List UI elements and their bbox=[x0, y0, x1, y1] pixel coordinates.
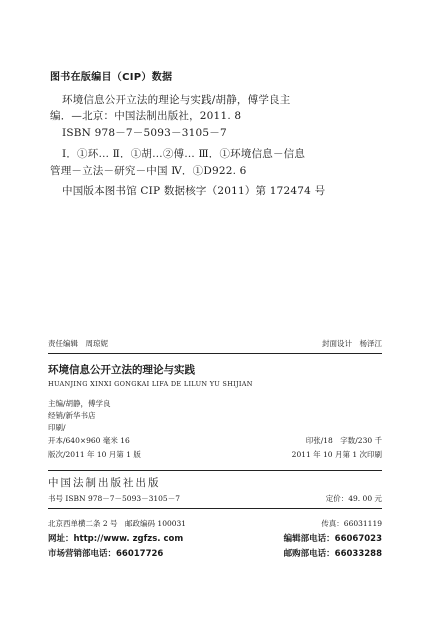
publisher-fax: 传真：66031119 bbox=[321, 519, 382, 528]
publisher-name: 中国法制出版社出版 bbox=[48, 477, 161, 489]
book-price: 定价：49. 00 元 bbox=[325, 494, 382, 503]
editor-credit: 责任编辑 周琼妮 bbox=[48, 339, 108, 348]
purchase-phone: 邮购部电话：66033288 bbox=[283, 549, 382, 559]
cip-line: 中国版本图书馆 CIP 数据核字（2011）第 172474 号 bbox=[62, 185, 326, 197]
divider bbox=[48, 470, 382, 471]
book-printer: 印刷/ bbox=[48, 423, 66, 432]
book-number: 书号 ISBN 978－7－5093－3105－7 bbox=[48, 494, 180, 503]
publisher-address: 北京西单横二条 2 号 邮政编码 100031 bbox=[48, 519, 187, 528]
book-format: 开本/640×960 毫米 16 bbox=[48, 436, 130, 445]
editorial-phone: 编辑部电话：66067023 bbox=[283, 534, 382, 544]
book-edition: 版次/2011 年 10 月第 1 版 bbox=[48, 450, 141, 459]
cip-heading: 图书在版编目（CIP）数据 bbox=[50, 72, 173, 83]
divider bbox=[48, 353, 382, 354]
divider bbox=[48, 508, 382, 509]
book-pinyin: HUANJING XINXI GONGKAI LIFA DE LILUN YU SHIJIAN bbox=[48, 380, 253, 388]
marketing-phone: 市场营销部电话：66017726 bbox=[48, 549, 164, 559]
book-title: 环境信息公开立法的理论与实践 bbox=[48, 364, 195, 376]
book-printing: 2011 年 10 月第 1 次印刷 bbox=[291, 450, 382, 459]
cip-line: 管理－立法－研究－中国 Ⅳ．①D922. 6 bbox=[50, 165, 247, 177]
book-editors: 主编/胡静，傅学良 bbox=[48, 399, 111, 408]
cip-line: ISBN 978－7－5093－3105－7 bbox=[62, 127, 227, 139]
book-distributor: 经销/新华书店 bbox=[48, 411, 96, 420]
cip-line: 环境信息公开立法的理论与实践/胡静，傅学良主 bbox=[62, 94, 291, 106]
cip-line: 编．—北京：中国法制出版社，2011. 8 bbox=[50, 110, 242, 122]
cover-design-credit: 封面设计 杨泽江 bbox=[322, 339, 382, 348]
publisher-website: 网址：http://www. zgfzs. com bbox=[48, 534, 184, 544]
book-sheets-words: 印张/18 字数/230 千 bbox=[305, 436, 382, 445]
cip-line: Ⅰ．①环… Ⅱ．①胡…②傅… Ⅲ．①环境信息－信息 bbox=[62, 148, 306, 160]
